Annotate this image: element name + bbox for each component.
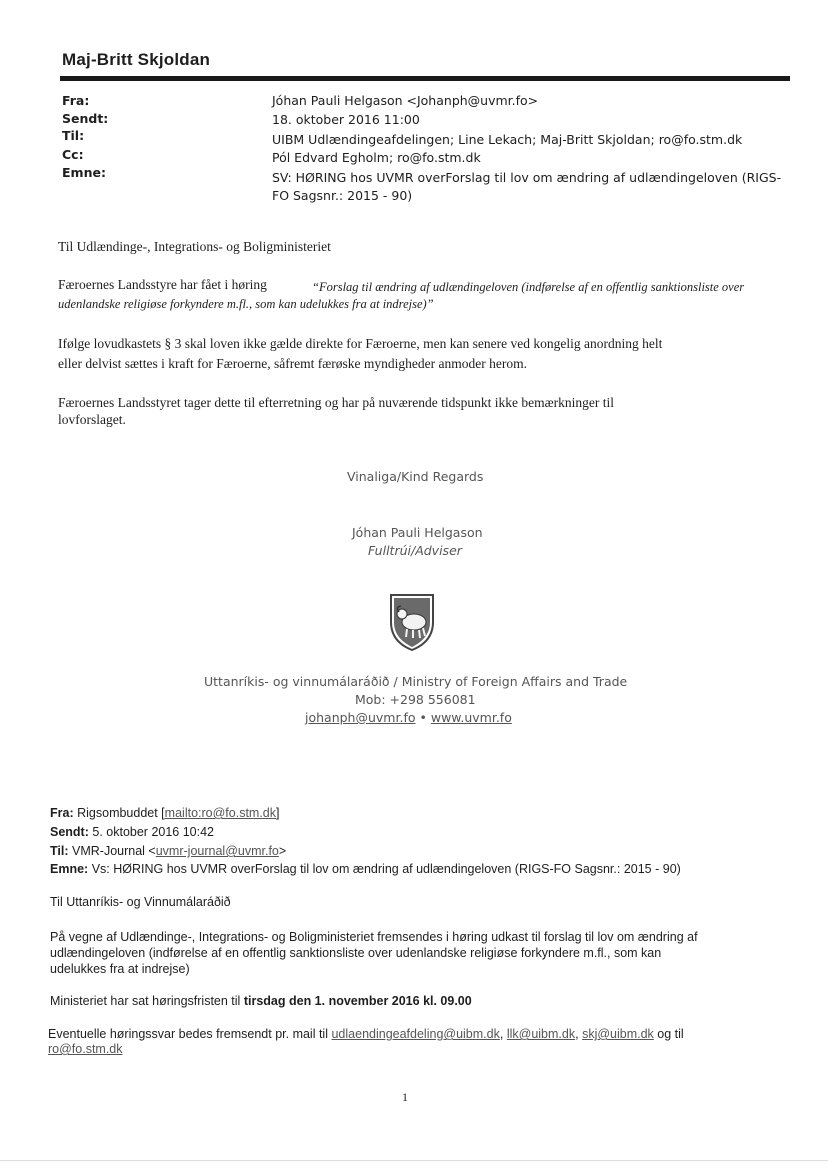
meta-label-fra: Fra: bbox=[62, 93, 90, 108]
fwd-p3-line2 bbox=[48, 1042, 123, 1056]
fwd-emne-label: Emne: bbox=[50, 862, 89, 876]
signature-bullet: • bbox=[419, 710, 427, 725]
fwd-fra-line bbox=[50, 806, 279, 820]
fwd-p3-tail: og til bbox=[657, 1027, 684, 1041]
fwd-sendt-label: Sendt: bbox=[50, 825, 89, 839]
meta-value-emne: SV: HØRING hos UVMR overForslag til lov om ændring af udlændingeloven (RIGS- bbox=[272, 170, 782, 185]
fwd-til-link[interactable]: uvmr-journal@uvmr.fo bbox=[155, 844, 279, 858]
fwd-fra-value: Rigsombuddet [ bbox=[77, 806, 165, 820]
meta-value-fra: Jóhan Pauli Helgason <Johanph@uvmr.fo> bbox=[272, 93, 539, 108]
signature-title: Fulltrúi/Adviser bbox=[368, 543, 462, 558]
fwd-p1-line2: udlændingeloven (indførelse af en offentlig sanktionsliste over udenlandske religiøse forkyndere m.fl., som kan bbox=[50, 946, 662, 960]
fwd-sep: , bbox=[499, 1027, 504, 1041]
fwd-fra-label: Fra: bbox=[50, 806, 74, 820]
page-bottom-edge bbox=[0, 1160, 828, 1161]
page-number: 1 bbox=[402, 1090, 408, 1104]
meta-value-sendt: 18. oktober 2016 11:00 bbox=[272, 112, 420, 127]
fwd-p1-line1: På vegne af Udlændinge-, Integrations- og Boligministeriet fremsendes i høring udkast til forslag til lov om ændring af bbox=[50, 930, 698, 944]
fwd-sendt-value: 5. oktober 2016 10:42 bbox=[92, 825, 214, 839]
fwd-emne-line bbox=[50, 862, 681, 876]
fwd-p2-line bbox=[50, 994, 472, 1008]
fwd-mail-link-ro[interactable]: ro@fo.stm.dk bbox=[48, 1042, 123, 1056]
body-p1-italic-cont: udenlandske religiøse forkyndere m.fl., som kan udelukkes fra at indrejse)” bbox=[58, 297, 434, 311]
fwd-til-label: Til: bbox=[50, 844, 69, 858]
sender-name-heading: Maj-Britt Skjoldan bbox=[62, 50, 211, 69]
meta-value-cc: Pól Edvard Egholm; ro@fo.stm.dk bbox=[272, 150, 481, 165]
body-p2-line1: Ifølge lovudkastets § 3 skal loven ikke gælde direkte for Færoerne, men kan senere ved kongelig anordning helt bbox=[58, 336, 663, 351]
signature-email-link[interactable]: johanph@uvmr.fo bbox=[305, 710, 416, 725]
fwd-greeting: Til Uttanríkis- og Vinnumálaráðið bbox=[50, 895, 231, 909]
body-p3-line1: Færoernes Landsstyret tager dette til efterretning og har på nuværende tidspunkt ikke bemærkninger til bbox=[58, 395, 614, 410]
fwd-til-line bbox=[50, 844, 286, 858]
fwd-sendt-line bbox=[50, 825, 214, 839]
meta-label-sendt: Sendt: bbox=[62, 111, 109, 126]
signature-regards: Vinaliga/Kind Regards bbox=[347, 469, 484, 484]
body-p1-plain: Færoernes Landsstyre har fået i høring bbox=[58, 277, 267, 292]
coat-of-arms-logo bbox=[388, 592, 436, 652]
signature-website-link[interactable]: www.uvmr.fo bbox=[430, 710, 512, 725]
fwd-mail-link-skj[interactable]: skj@uibm.dk bbox=[582, 1027, 654, 1041]
fwd-sep: , bbox=[575, 1027, 579, 1041]
fwd-mail-link-llk[interactable]: llk@uibm.dk bbox=[506, 1027, 576, 1041]
fwd-til-value: VMR-Journal < bbox=[72, 844, 156, 858]
meta-label-til: Til: bbox=[62, 128, 85, 143]
fwd-p1-line3: udelukkes fra at indrejse) bbox=[50, 962, 190, 976]
body-p1-italic: “Forslag til ændring af udlændingeloven (indførelse af en offentlig sanktionsliste over bbox=[312, 280, 745, 294]
fwd-deadline: tirsdag den 1. november 2016 kl. 09.00 bbox=[243, 994, 472, 1008]
meta-value-emne-cont: FO Sagsnr.: 2015 - 90) bbox=[272, 188, 413, 203]
fwd-p2-plain: Ministeriet har sat høringsfristen til bbox=[50, 994, 241, 1008]
fwd-fra-close: ] bbox=[276, 806, 280, 820]
header-divider bbox=[60, 76, 790, 81]
signature-contact-line bbox=[305, 710, 512, 725]
signature-name: Jóhan Pauli Helgason bbox=[352, 525, 483, 540]
fwd-p3-plain: Eventuelle høringssvar bedes fremsendt pr. mail til bbox=[48, 1027, 328, 1041]
signature-mobile: Mob: +298 556081 bbox=[355, 692, 476, 707]
fwd-p3-line1 bbox=[48, 1027, 684, 1041]
meta-label-emne: Emne: bbox=[62, 165, 106, 180]
fwd-emne-value: Vs: HØRING hos UVMR overForslag til lov om ændring af udlændingeloven (RIGS-FO Sagsnr.: 2015 - 90) bbox=[91, 862, 681, 876]
fwd-fra-mailto-link[interactable]: mailto:ro@fo.stm.dk bbox=[164, 806, 276, 820]
signature-ministry: Uttanríkis- og vinnumálaráðið / Ministry of Foreign Affairs and Trade bbox=[204, 674, 628, 689]
meta-value-til: UIBM Udlændingeafdelingen; Line Lekach; Maj-Britt Skjoldan; ro@fo.stm.dk bbox=[272, 132, 743, 147]
meta-label-cc: Cc: bbox=[62, 147, 84, 162]
fwd-mail-link-udl[interactable]: udlaendingeafdeling@uibm.dk bbox=[331, 1027, 500, 1041]
body-p2-line2: eller delvist sættes i kraft for Færoerne, såfremt færøske myndigheder anmoder herom. bbox=[58, 356, 527, 371]
body-p3-line2: lovforslaget. bbox=[58, 412, 126, 427]
body-greeting: Til Udlændinge-, Integrations- og Boligministeriet bbox=[58, 239, 331, 254]
fwd-til-close: > bbox=[278, 844, 287, 858]
